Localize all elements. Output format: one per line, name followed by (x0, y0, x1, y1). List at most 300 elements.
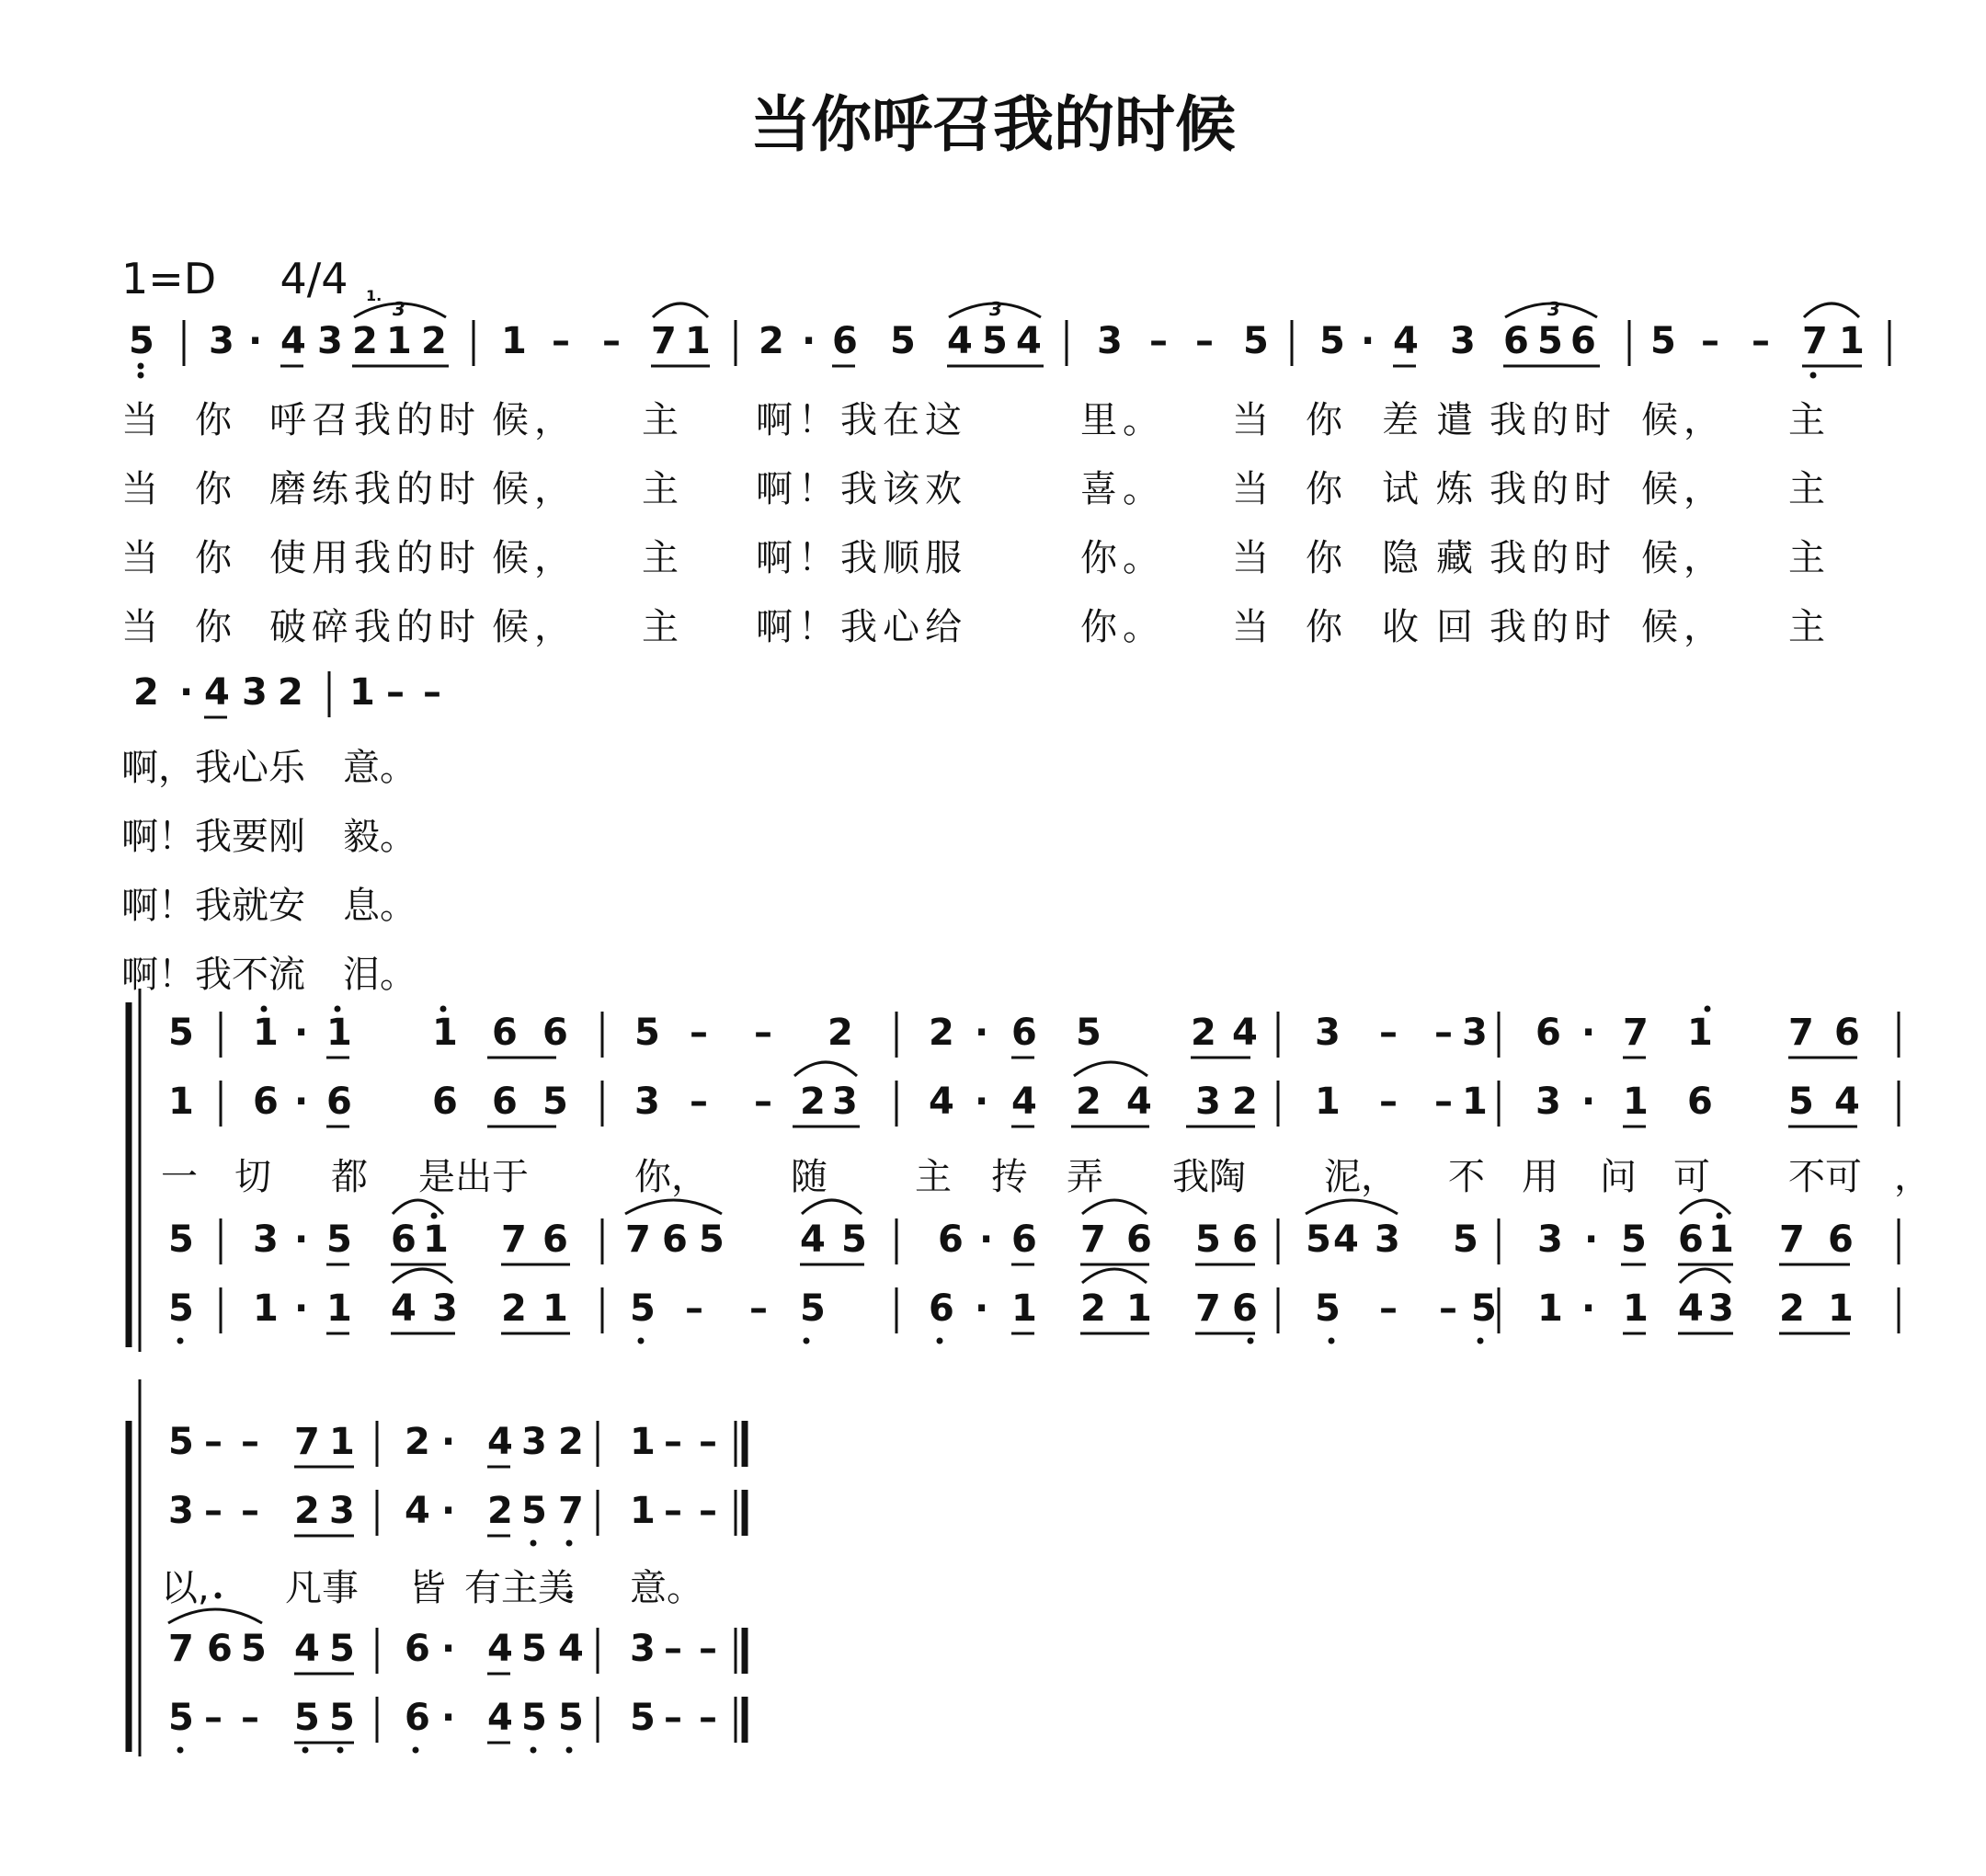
note: · (979, 1218, 994, 1261)
low-octave-dot (638, 1338, 645, 1344)
note: 6 (1232, 1287, 1258, 1330)
verse-lyric: 破碎我的时 (269, 606, 481, 648)
verse-lyric: 当 (1232, 537, 1274, 579)
coda-lyric: 有主美 (464, 1567, 575, 1609)
note: · (248, 320, 263, 362)
note: 3 (242, 671, 268, 714)
note: 1 (1537, 1287, 1563, 1330)
chorus-lyric: 不可 (1788, 1156, 1862, 1198)
slur (393, 1200, 443, 1214)
low-octave-dot (413, 1747, 419, 1754)
volta-mark: 1. (366, 287, 382, 304)
note: 5 (326, 1218, 352, 1261)
note: 1 (329, 1421, 355, 1463)
note: 6 (405, 1697, 430, 1739)
slur (1680, 1200, 1730, 1214)
note: 1 (685, 320, 711, 362)
verse-lyric: 你 (195, 537, 237, 579)
verse-lyric: 主 (642, 468, 684, 510)
note: 4 (1834, 1081, 1860, 1123)
note: 5 (521, 1490, 547, 1532)
note: 4 (487, 1697, 513, 1739)
triplet-mark: 3 (1547, 298, 1560, 320)
verse-lyric: 候， (1641, 606, 1726, 648)
note: 3 (1462, 1012, 1488, 1054)
note: 7 (501, 1218, 527, 1261)
note: 4 (1126, 1081, 1152, 1123)
verse-lyric: 藏 (1436, 537, 1478, 579)
note: 1 (1687, 1012, 1713, 1054)
verse-lyric: 你。 (1080, 537, 1165, 579)
note: 6 (1828, 1218, 1854, 1261)
note: 6 (1570, 320, 1596, 362)
note: 4 (280, 320, 306, 362)
note: – (1434, 1081, 1453, 1123)
note: – (699, 1490, 717, 1532)
verse-lyric: 你 (1306, 399, 1348, 441)
note: 7 (1195, 1287, 1221, 1330)
verse-lyric: 炼 (1436, 468, 1478, 510)
note: 5 (521, 1628, 547, 1670)
note: 6 (1232, 1218, 1258, 1261)
note: 6 (326, 1081, 352, 1123)
note: 4 (1232, 1012, 1258, 1054)
note: · (975, 1012, 989, 1054)
note: · (1581, 1287, 1596, 1330)
triplet-mark: 3 (393, 298, 405, 320)
note: – (204, 1490, 223, 1532)
note: 6 (1687, 1081, 1713, 1123)
note: 2 (405, 1421, 430, 1463)
note: 4 (800, 1218, 826, 1261)
note: – (664, 1628, 682, 1670)
note: 3 (168, 1490, 194, 1532)
verse-lyric: 啊！我在这 (756, 399, 967, 441)
verse-lyric: 啊！我心给 (756, 606, 967, 648)
verse-lyric: 你 (1306, 468, 1348, 510)
low-octave-dot (337, 1747, 344, 1754)
chorus-lyric: 都 (331, 1156, 368, 1198)
note: – (749, 1287, 768, 1330)
note: 4 (1393, 320, 1419, 362)
note: 1 (1126, 1287, 1152, 1330)
coda-lyric: 意。 (630, 1567, 703, 1609)
note: 5 (168, 1697, 194, 1739)
verse-ending-lyric: 毅。 (343, 816, 417, 858)
note: – (1439, 1287, 1457, 1330)
note: 4 (558, 1628, 584, 1670)
verse-lyric: 主 (1788, 399, 1831, 441)
note: 5 (1315, 1287, 1341, 1330)
note: 7 (168, 1628, 194, 1670)
note: 5 (168, 1012, 194, 1054)
note: 5 (1076, 1012, 1101, 1054)
note: 6 (1535, 1012, 1561, 1054)
verse-lyric: 当 (121, 537, 164, 579)
slur (1074, 1062, 1147, 1076)
note: 5 (699, 1218, 725, 1261)
note: · (441, 1421, 456, 1463)
note: 3 (1535, 1081, 1561, 1123)
note: · (441, 1628, 456, 1670)
note: 7 (1788, 1012, 1814, 1054)
verse-lyric: 你 (1306, 537, 1348, 579)
note: 1 (542, 1287, 568, 1330)
low-octave-dot (566, 1540, 573, 1547)
low-octave-dot (566, 1747, 573, 1754)
note: 6 (1503, 320, 1529, 362)
note: 3 (1195, 1081, 1221, 1123)
note: 3 (253, 1218, 279, 1261)
slur (1082, 1200, 1147, 1214)
low-octave-dot (215, 1593, 222, 1599)
chorus-lyric: 不 (1448, 1156, 1485, 1198)
verse-lyric: 主 (1788, 537, 1831, 579)
note: – (1379, 1012, 1398, 1054)
note: 6 (253, 1081, 279, 1123)
note: 1 (1011, 1287, 1037, 1330)
note: 3 (317, 320, 343, 362)
note: 4 (1333, 1218, 1359, 1261)
note: 2 (800, 1081, 826, 1123)
chorus-lyric: 抟 (991, 1156, 1028, 1198)
low-octave-dot (937, 1338, 943, 1344)
note: 1 (1828, 1287, 1854, 1330)
note: 5 (634, 1012, 660, 1054)
note: 2 (1076, 1081, 1101, 1123)
verse-lyric: 啊！我顺服 (756, 537, 967, 579)
note: 5 (329, 1697, 355, 1739)
note: 3 (1450, 320, 1476, 362)
note: 6 (938, 1218, 964, 1261)
note: 2 (294, 1490, 320, 1532)
note: 3 (832, 1081, 858, 1123)
verse-lyric: 你 (195, 468, 237, 510)
low-octave-dot (177, 1747, 184, 1754)
note: 3 (1537, 1218, 1563, 1261)
note: 6 (662, 1218, 688, 1261)
note: 7 (558, 1490, 584, 1532)
note: 4 (204, 671, 230, 714)
note: 3 (521, 1421, 547, 1463)
verse-lyric: 隐 (1382, 537, 1424, 579)
verse-lyric: 候， (492, 606, 576, 648)
note: 1 (326, 1287, 352, 1330)
verse-ending-lyric: 啊！我要刚 (121, 816, 305, 858)
note: – (754, 1081, 772, 1123)
note: 5 (1453, 1218, 1478, 1261)
note: – (664, 1697, 682, 1739)
verse-lyric: 候， (1641, 399, 1726, 441)
note: – (1379, 1081, 1398, 1123)
note: – (423, 671, 441, 714)
coda-lyric: 以, (161, 1567, 210, 1609)
low-octave-dot (804, 1338, 810, 1344)
note: – (1379, 1287, 1398, 1330)
note: 1 (1623, 1081, 1649, 1123)
chorus-lyric: 主 (915, 1156, 952, 1198)
chorus-lyric: 一 (161, 1156, 198, 1198)
note: 3 (1097, 320, 1123, 362)
note: 1 (253, 1287, 279, 1330)
note: – (1195, 320, 1214, 362)
note: · (975, 1081, 989, 1123)
verse-lyric: 当 (1232, 468, 1274, 510)
low-octave-dot (138, 363, 144, 370)
note: 1 (423, 1218, 449, 1261)
note: 2 (501, 1287, 527, 1330)
note: 2 (558, 1421, 584, 1463)
low-octave-dot (138, 372, 144, 379)
verse-lyric: 我的时 (1490, 537, 1616, 579)
chorus-lyric: 随 (791, 1156, 828, 1198)
chorus-lyric: 是出于 (418, 1156, 529, 1198)
note: 5 (890, 320, 916, 362)
note: 1 (1623, 1287, 1649, 1330)
note: · (1584, 1218, 1599, 1261)
note: 1 (386, 320, 412, 362)
note: 5 (241, 1628, 267, 1670)
note: 2 (421, 320, 447, 362)
key-label: 1=D (121, 254, 217, 303)
slur (1306, 1200, 1398, 1214)
note: 2 (1080, 1287, 1106, 1330)
note: 5 (630, 1697, 656, 1739)
note: 1 (326, 1012, 352, 1054)
low-octave-dot (531, 1540, 537, 1547)
note: – (685, 1287, 703, 1330)
note: 2 (352, 320, 378, 362)
verse-ending-lyric: 啊！我不流 (121, 954, 305, 996)
note: 1 (1315, 1081, 1341, 1123)
note: – (241, 1421, 259, 1463)
note: 5 (1471, 1287, 1497, 1330)
note: 7 (1802, 320, 1828, 362)
note: · (1581, 1012, 1596, 1054)
note: – (699, 1697, 717, 1739)
low-octave-dot (177, 1338, 184, 1344)
verse-lyric: 我的时 (1490, 399, 1616, 441)
note: 3 (1375, 1218, 1400, 1261)
verse-lyric: 候， (1641, 468, 1726, 510)
note: 6 (492, 1012, 518, 1054)
note: 5 (1650, 320, 1676, 362)
verse-ending-lyric: 啊！我就安 (121, 885, 305, 927)
note: 3 (1708, 1287, 1734, 1330)
note: – (1434, 1012, 1453, 1054)
note: 5 (800, 1287, 826, 1330)
verse-lyric: 当 (121, 606, 164, 648)
low-octave-dot (1248, 1338, 1254, 1344)
note: 6 (832, 320, 858, 362)
note: 7 (1779, 1218, 1805, 1261)
note: · (802, 320, 816, 362)
note: · (1581, 1081, 1596, 1123)
note: 1 (630, 1421, 656, 1463)
verse-lyric: 使用我的时 (269, 537, 481, 579)
note: 4 (1678, 1287, 1704, 1330)
note: 5 (168, 1421, 194, 1463)
chorus-lyric: 泥， (1324, 1156, 1398, 1198)
low-octave-dot (1329, 1338, 1335, 1344)
note: · (1361, 320, 1375, 362)
note: · (294, 1287, 309, 1330)
slur (1804, 303, 1859, 317)
note: 3 (432, 1287, 458, 1330)
verse-lyric: 你。 (1080, 606, 1165, 648)
verse-lyric: 候， (492, 399, 576, 441)
note: 4 (487, 1421, 513, 1463)
verse-lyric: 回 (1436, 606, 1478, 648)
slur (794, 1062, 857, 1076)
note: 1 (1839, 320, 1865, 362)
verse-lyric: 当 (121, 399, 164, 441)
note: 6 (929, 1287, 954, 1330)
slur (1082, 1269, 1147, 1283)
chorus-lyric: ， (1894, 1156, 1931, 1198)
note: 1 (630, 1490, 656, 1532)
note: 3 (209, 320, 234, 362)
verse-lyric: 你 (195, 606, 237, 648)
note: 6 (1011, 1218, 1037, 1261)
verse-ending-lyric: 啊，我心乐 (121, 747, 305, 789)
verse-lyric: 主 (642, 399, 684, 441)
triplet-mark: 3 (989, 298, 1002, 320)
note: 4 (1011, 1081, 1037, 1123)
note: 7 (625, 1218, 651, 1261)
coda-lyric: 凡事 (285, 1567, 359, 1609)
note: – (699, 1421, 717, 1463)
note: 6 (1011, 1012, 1037, 1054)
note: 7 (651, 320, 677, 362)
note: · (441, 1490, 456, 1532)
verse-lyric: 你 (195, 399, 237, 441)
time-signature-label: 4/4 (280, 254, 348, 303)
note: 5 (1621, 1218, 1647, 1261)
page-title: 当你呼召我的时候 (750, 89, 1236, 160)
note: 6 (1126, 1218, 1152, 1261)
note: · (441, 1697, 456, 1739)
note: – (690, 1081, 708, 1123)
note: – (241, 1697, 259, 1739)
verse-lyric: 当 (1232, 399, 1274, 441)
note: – (1752, 320, 1770, 362)
note: – (386, 671, 405, 714)
note: 2 (828, 1012, 853, 1054)
slur (393, 1269, 452, 1283)
note: · (294, 1218, 309, 1261)
note: 4 (947, 320, 973, 362)
note: 5 (982, 320, 1008, 362)
note: 1 (1462, 1081, 1488, 1123)
note: 4 (391, 1287, 417, 1330)
verse-lyric: 喜。 (1080, 468, 1165, 510)
note: – (1701, 320, 1719, 362)
note: – (204, 1421, 223, 1463)
note: · (294, 1081, 309, 1123)
verse-lyric: 主 (642, 606, 684, 648)
note: 5 (1195, 1218, 1221, 1261)
verse-lyric: 主 (1788, 606, 1831, 648)
note: 7 (1080, 1218, 1106, 1261)
verse-lyric: 你 (1306, 606, 1348, 648)
note: 3 (329, 1490, 355, 1532)
note: 1 (168, 1081, 194, 1123)
note: 6 (542, 1218, 568, 1261)
low-octave-dot (1810, 372, 1817, 379)
note: – (754, 1012, 772, 1054)
note: 3 (1315, 1012, 1341, 1054)
note: – (602, 320, 621, 362)
note: 4 (405, 1490, 430, 1532)
chorus-lyric: 弄 (1067, 1156, 1103, 1198)
note: 5 (1537, 320, 1563, 362)
coda-lyric: 皆 (409, 1567, 446, 1609)
slur (802, 1200, 862, 1214)
note: 5 (1243, 320, 1269, 362)
note: 5 (1319, 320, 1345, 362)
verse-lyric: 遣 (1436, 399, 1478, 441)
low-octave-dot (1478, 1338, 1484, 1344)
note: 5 (558, 1697, 584, 1739)
note: 1 (349, 671, 375, 714)
verse-lyric: 里。 (1080, 399, 1165, 441)
note: 5 (168, 1287, 194, 1330)
note: 2 (759, 320, 784, 362)
chorus-lyric: 用 (1522, 1156, 1558, 1198)
low-octave-dot (302, 1747, 309, 1754)
note: 6 (432, 1081, 458, 1123)
note: · (179, 671, 194, 714)
note: 4 (929, 1081, 954, 1123)
note: 5 (542, 1081, 568, 1123)
note: 1 (501, 320, 527, 362)
verse-lyric: 候， (1641, 537, 1726, 579)
note: 4 (1016, 320, 1042, 362)
note: – (699, 1628, 717, 1670)
note: · (294, 1012, 309, 1054)
note: 6 (207, 1628, 233, 1670)
verse-ending-lyric: 泪。 (343, 954, 417, 996)
note: 7 (294, 1421, 320, 1463)
chorus-lyric: 问 (1600, 1156, 1637, 1198)
note: 5 (294, 1697, 320, 1739)
verse-lyric: 收 (1382, 606, 1424, 648)
note: – (664, 1490, 682, 1532)
note: 2 (1191, 1012, 1216, 1054)
slur (625, 1200, 722, 1214)
verse-lyric: 磨练我的时 (269, 468, 481, 510)
note: 6 (1678, 1218, 1704, 1261)
note: 6 (1834, 1012, 1860, 1054)
verse-lyric: 呼召我的时 (269, 399, 481, 441)
slur (653, 303, 708, 317)
note: 5 (630, 1287, 656, 1330)
low-octave-dot (531, 1747, 537, 1754)
note: 4 (294, 1628, 320, 1670)
note: 1 (1708, 1218, 1734, 1261)
slur (1680, 1269, 1730, 1283)
verse-lyric: 啊！我该欢 (756, 468, 967, 510)
verse-lyric: 我的时 (1490, 468, 1616, 510)
note: 1 (432, 1012, 458, 1054)
note: 3 (630, 1628, 656, 1670)
verse-lyric: 试 (1382, 468, 1424, 510)
note: 5 (521, 1697, 547, 1739)
chorus-lyric: 我陶 (1172, 1156, 1246, 1198)
note: 2 (487, 1490, 513, 1532)
verse-lyric: 当 (121, 468, 164, 510)
